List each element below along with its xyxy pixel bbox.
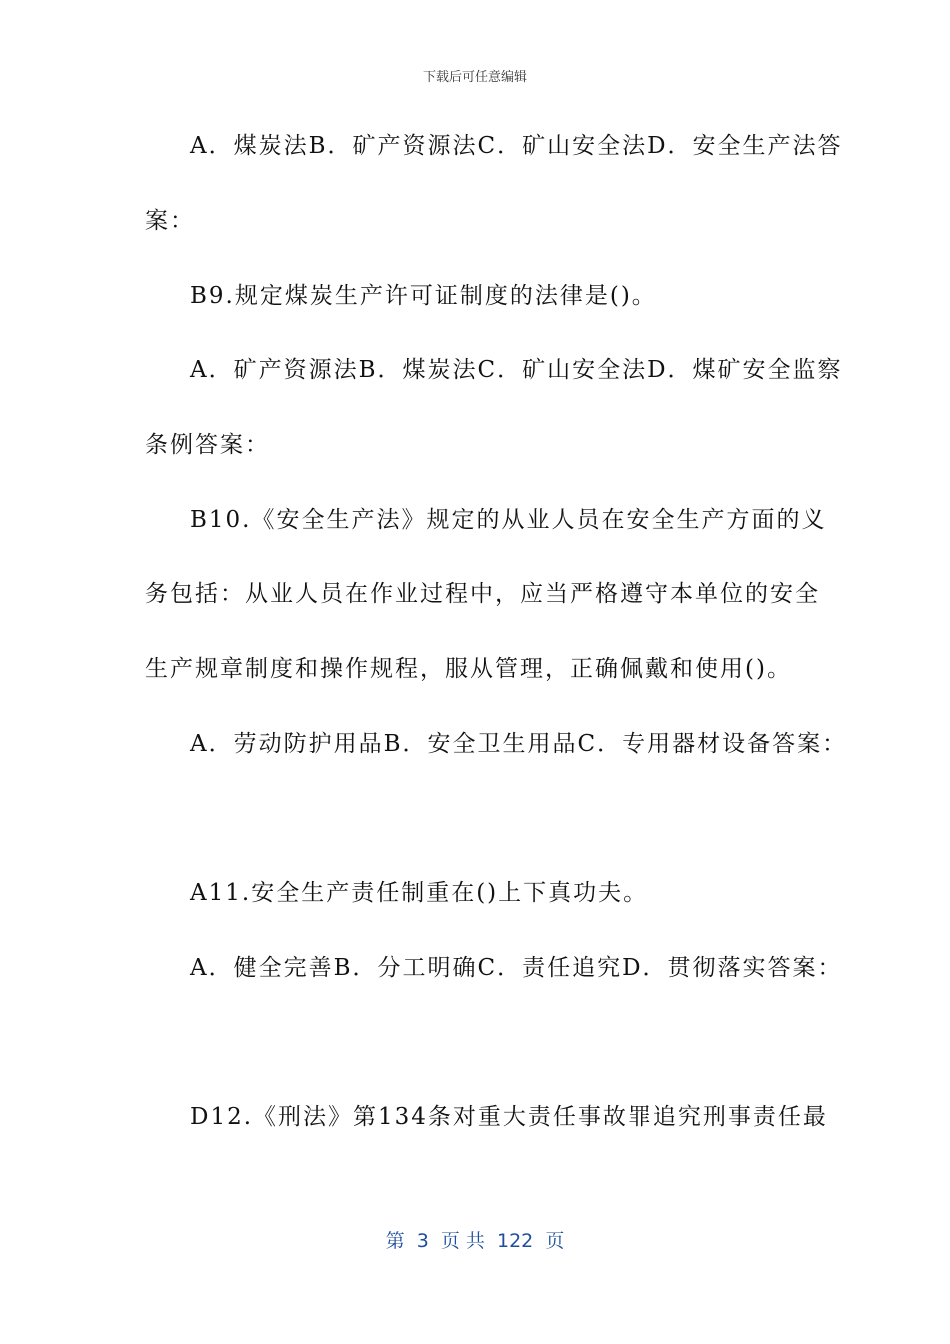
text-line-7: 务包括：从业人员在作业过程中，应当严格遵守本单位的安全 [145, 581, 820, 607]
text-line-12: D12.《刑法》第134条对重大责任事故罪追究刑事责任最 [190, 1104, 828, 1130]
page-number-footer: 第 3 页 共 122 页 [385, 1230, 565, 1252]
text-line-2: 案： [145, 208, 195, 234]
text-line-5: 条例答案： [145, 432, 270, 458]
text-line-10: A11.安全生产责任制重在()上下真功夫。 [190, 880, 649, 906]
text-line-8: 生产规章制度和操作规程，服从管理，正确佩戴和使用()。 [145, 656, 792, 682]
text-line-1: A．煤炭法B．矿产资源法C．矿山安全法D．安全生产法答 [190, 133, 843, 159]
text-line-6: B10.《安全生产法》规定的从业人员在安全生产方面的义 [190, 507, 827, 533]
text-line-11: A．健全完善B．分工明确C．责任追究D．贯彻落实答案： [190, 955, 843, 981]
text-line-9: A．劳动防护用品B．安全卫生用品C．专用器材设备答案： [190, 731, 848, 757]
text-line-3: B9.规定煤炭生产许可证制度的法律是()。 [190, 283, 657, 309]
page-header: 下载后可任意编辑 [422, 70, 527, 85]
text-line-4: A．矿产资源法B．煤炭法C．矿山安全法D．煤矿安全监察 [190, 357, 843, 383]
